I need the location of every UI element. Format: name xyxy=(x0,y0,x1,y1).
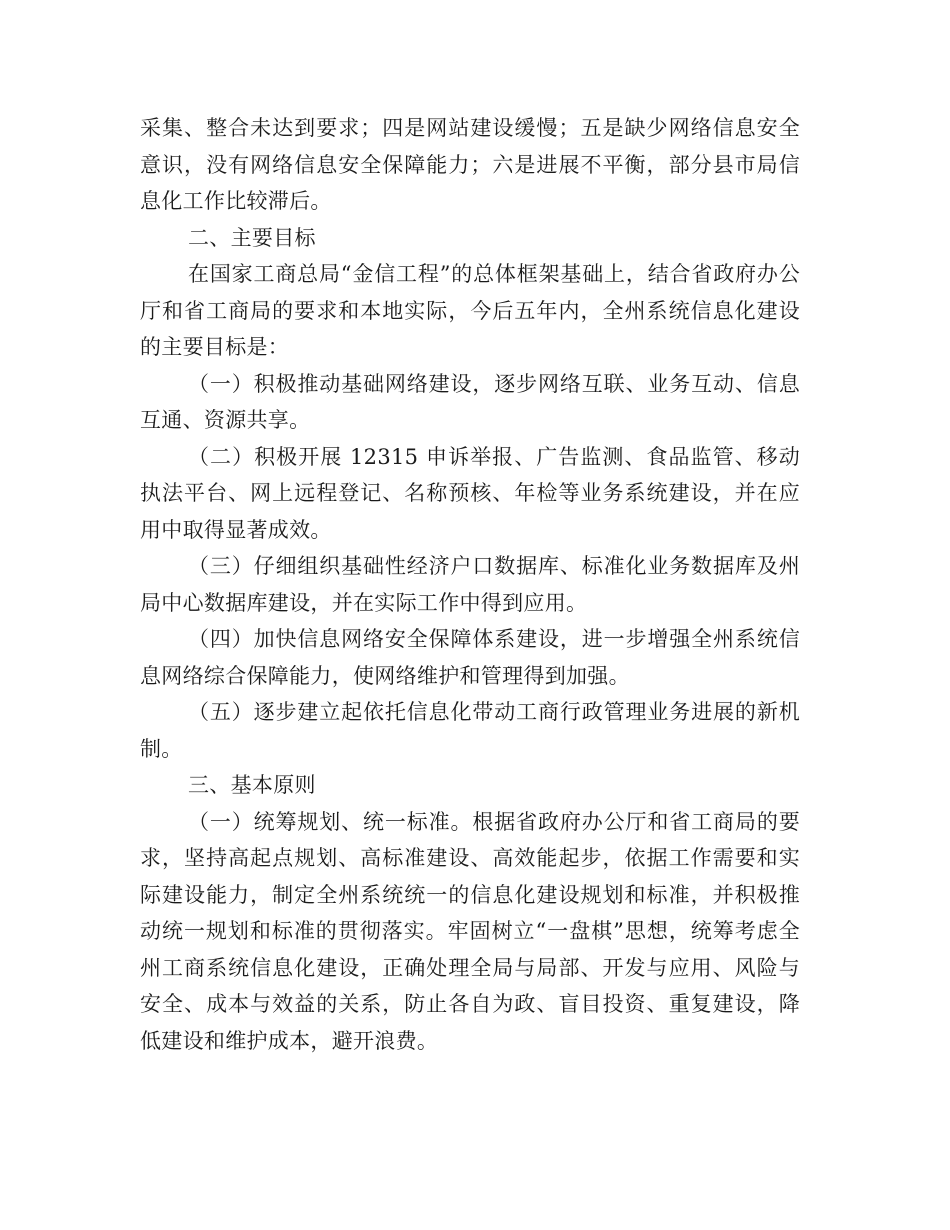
list-item: （二）积极开展 12315 申诉举报、广告监测、食品监管、移动执法平台、网上远程登记、名称预核、年检等业务系统建设，并在应用中取得显著成效。 xyxy=(140,444,800,542)
list-item: （一）统筹规划、统一标准。根据省政府办公厅和省工商局的要求，坚持高起点规划、高标准建设、高效能起步，依据工作需要和实际建设能力，制定全州系统统一的信息化建设规划和标准，并积极推动统一规划和标准的贯彻落实。牢固树立“一盘棋”思想，统筹考虑全州工商系统信息化建设，正确处理全局与局部、开发与应用、风险与安全、成本与效益的关系，防止各自为政、盲目投资、重复建设，降低建设和维护成本，避开浪费。 xyxy=(140,809,800,1053)
paragraph: 在国家工商总局“金信工程”的总体框架基础上，结合省政府办公厅和省工商局的要求和本地实际，今后五年内，全州系统信息化建设的主要目标是： xyxy=(140,262,800,359)
list-item: （一）积极推动基础网络建设，逐步网络互联、业务互动、信息互通、资源共享。 xyxy=(140,371,800,432)
list-item: （五）逐步建立起依托信息化带动工商行政管理业务进展的新机制。 xyxy=(140,700,800,761)
document-body xyxy=(140,110,800,1059)
section-heading: 二、主要目标 xyxy=(188,225,316,250)
paragraph: 采集、整合未达到要求；四是网站建设缓慢；五是缺少网络信息安全意识，没有网络信息安全保障能力；六是进展不平衡，部分县市局信息化工作比较滞后。 xyxy=(140,116,800,213)
list-item: （三）仔细组织基础性经济户口数据库、标准化业务数据库及州局中心数据库建设，并在实际工作中得到应用。 xyxy=(140,554,800,615)
section-heading: 三、基本原则 xyxy=(188,773,316,797)
list-item: （四）加快信息网络安全保障体系建设，进一步增强全州系统信息网络综合保障能力，使网络维护和管理得到加强。 xyxy=(140,627,800,688)
